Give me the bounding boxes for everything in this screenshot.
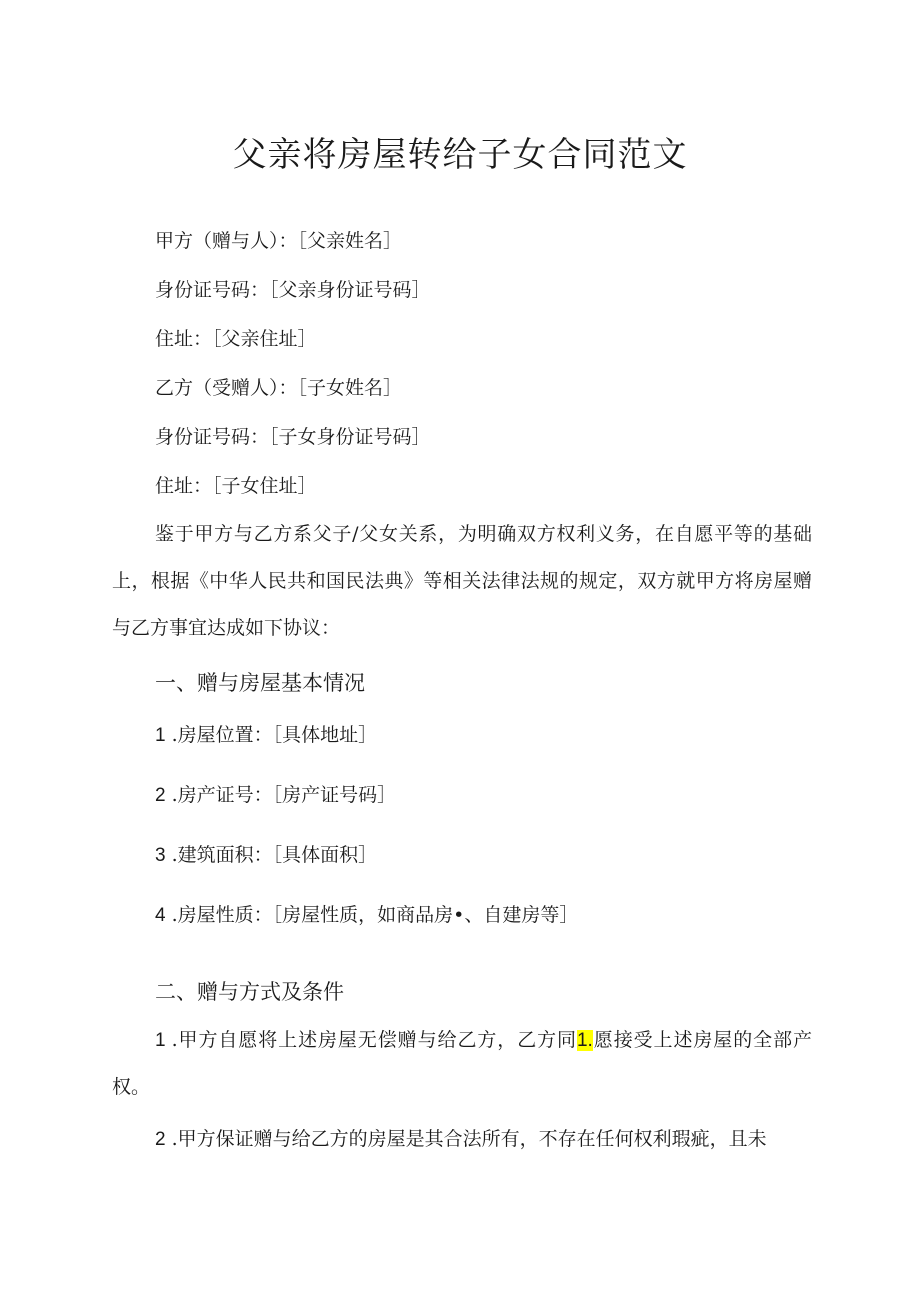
item-text-before: .甲方自愿将上述房屋无偿赠与给乙方，乙方同: [171, 1029, 577, 1051]
section1-heading: 一、赠与房屋基本情况: [155, 671, 365, 695]
party-b-address-line: 住址：［子女住址］: [155, 475, 317, 497]
section2-heading: 二、赠与方式及条件: [155, 980, 344, 1004]
item-text: .房屋性质：［房屋性质，如商品房•、自建房等］: [171, 904, 579, 926]
section1-item-2: [155, 783, 396, 808]
party-b-id-line: 身份证号码：［子女身份证号码］: [155, 426, 431, 448]
document-title: 父亲将房屋转给子女合同范文: [232, 135, 688, 175]
item-text: .甲方保证赠与给乙方的房屋是其合法所有，不存在任何权利瑕疵，且未: [171, 1128, 767, 1150]
item-number: 4: [155, 905, 166, 926]
highlighted-text: 1.: [576, 1030, 593, 1051]
section2-item-1: [112, 1017, 812, 1111]
section2-item-2: [155, 1127, 767, 1152]
item-text: .房产证号：［房产证号码］: [171, 784, 397, 806]
preamble-paragraph: 鉴于甲方与乙方系父子/父女关系，为明确双方权利义务，在自愿平等的基础上，根据《中华人民共和国民法典》等相关法律法规的规定，双方就甲方将房屋赠与乙方事宜达成如下协议：: [112, 523, 812, 639]
party-a-line: 甲方（赠与人）：［父亲姓名］: [155, 230, 403, 252]
item-number: 2: [155, 1129, 166, 1150]
section1-item-1: [155, 723, 377, 748]
party-a-id-line: 身份证号码：［父亲身份证号码］: [155, 279, 431, 301]
item-number: 2: [155, 785, 166, 806]
party-a-address-line: 住址：［父亲住址］: [155, 328, 317, 350]
item-number: 1: [155, 725, 166, 746]
item-number: 3: [155, 845, 166, 866]
party-b-line: 乙方（受赠人）：［子女姓名］: [155, 377, 403, 399]
section1-item-4: [155, 903, 578, 928]
item-text: .房屋位置：［具体地址］: [171, 724, 378, 746]
section1-item-3: [155, 843, 377, 868]
item-number: 1: [155, 1030, 166, 1051]
item-text-after: 愿接受上述房屋的全部产权。: [112, 1029, 812, 1098]
item-text: .建筑面积：［具体面积］: [171, 844, 378, 866]
